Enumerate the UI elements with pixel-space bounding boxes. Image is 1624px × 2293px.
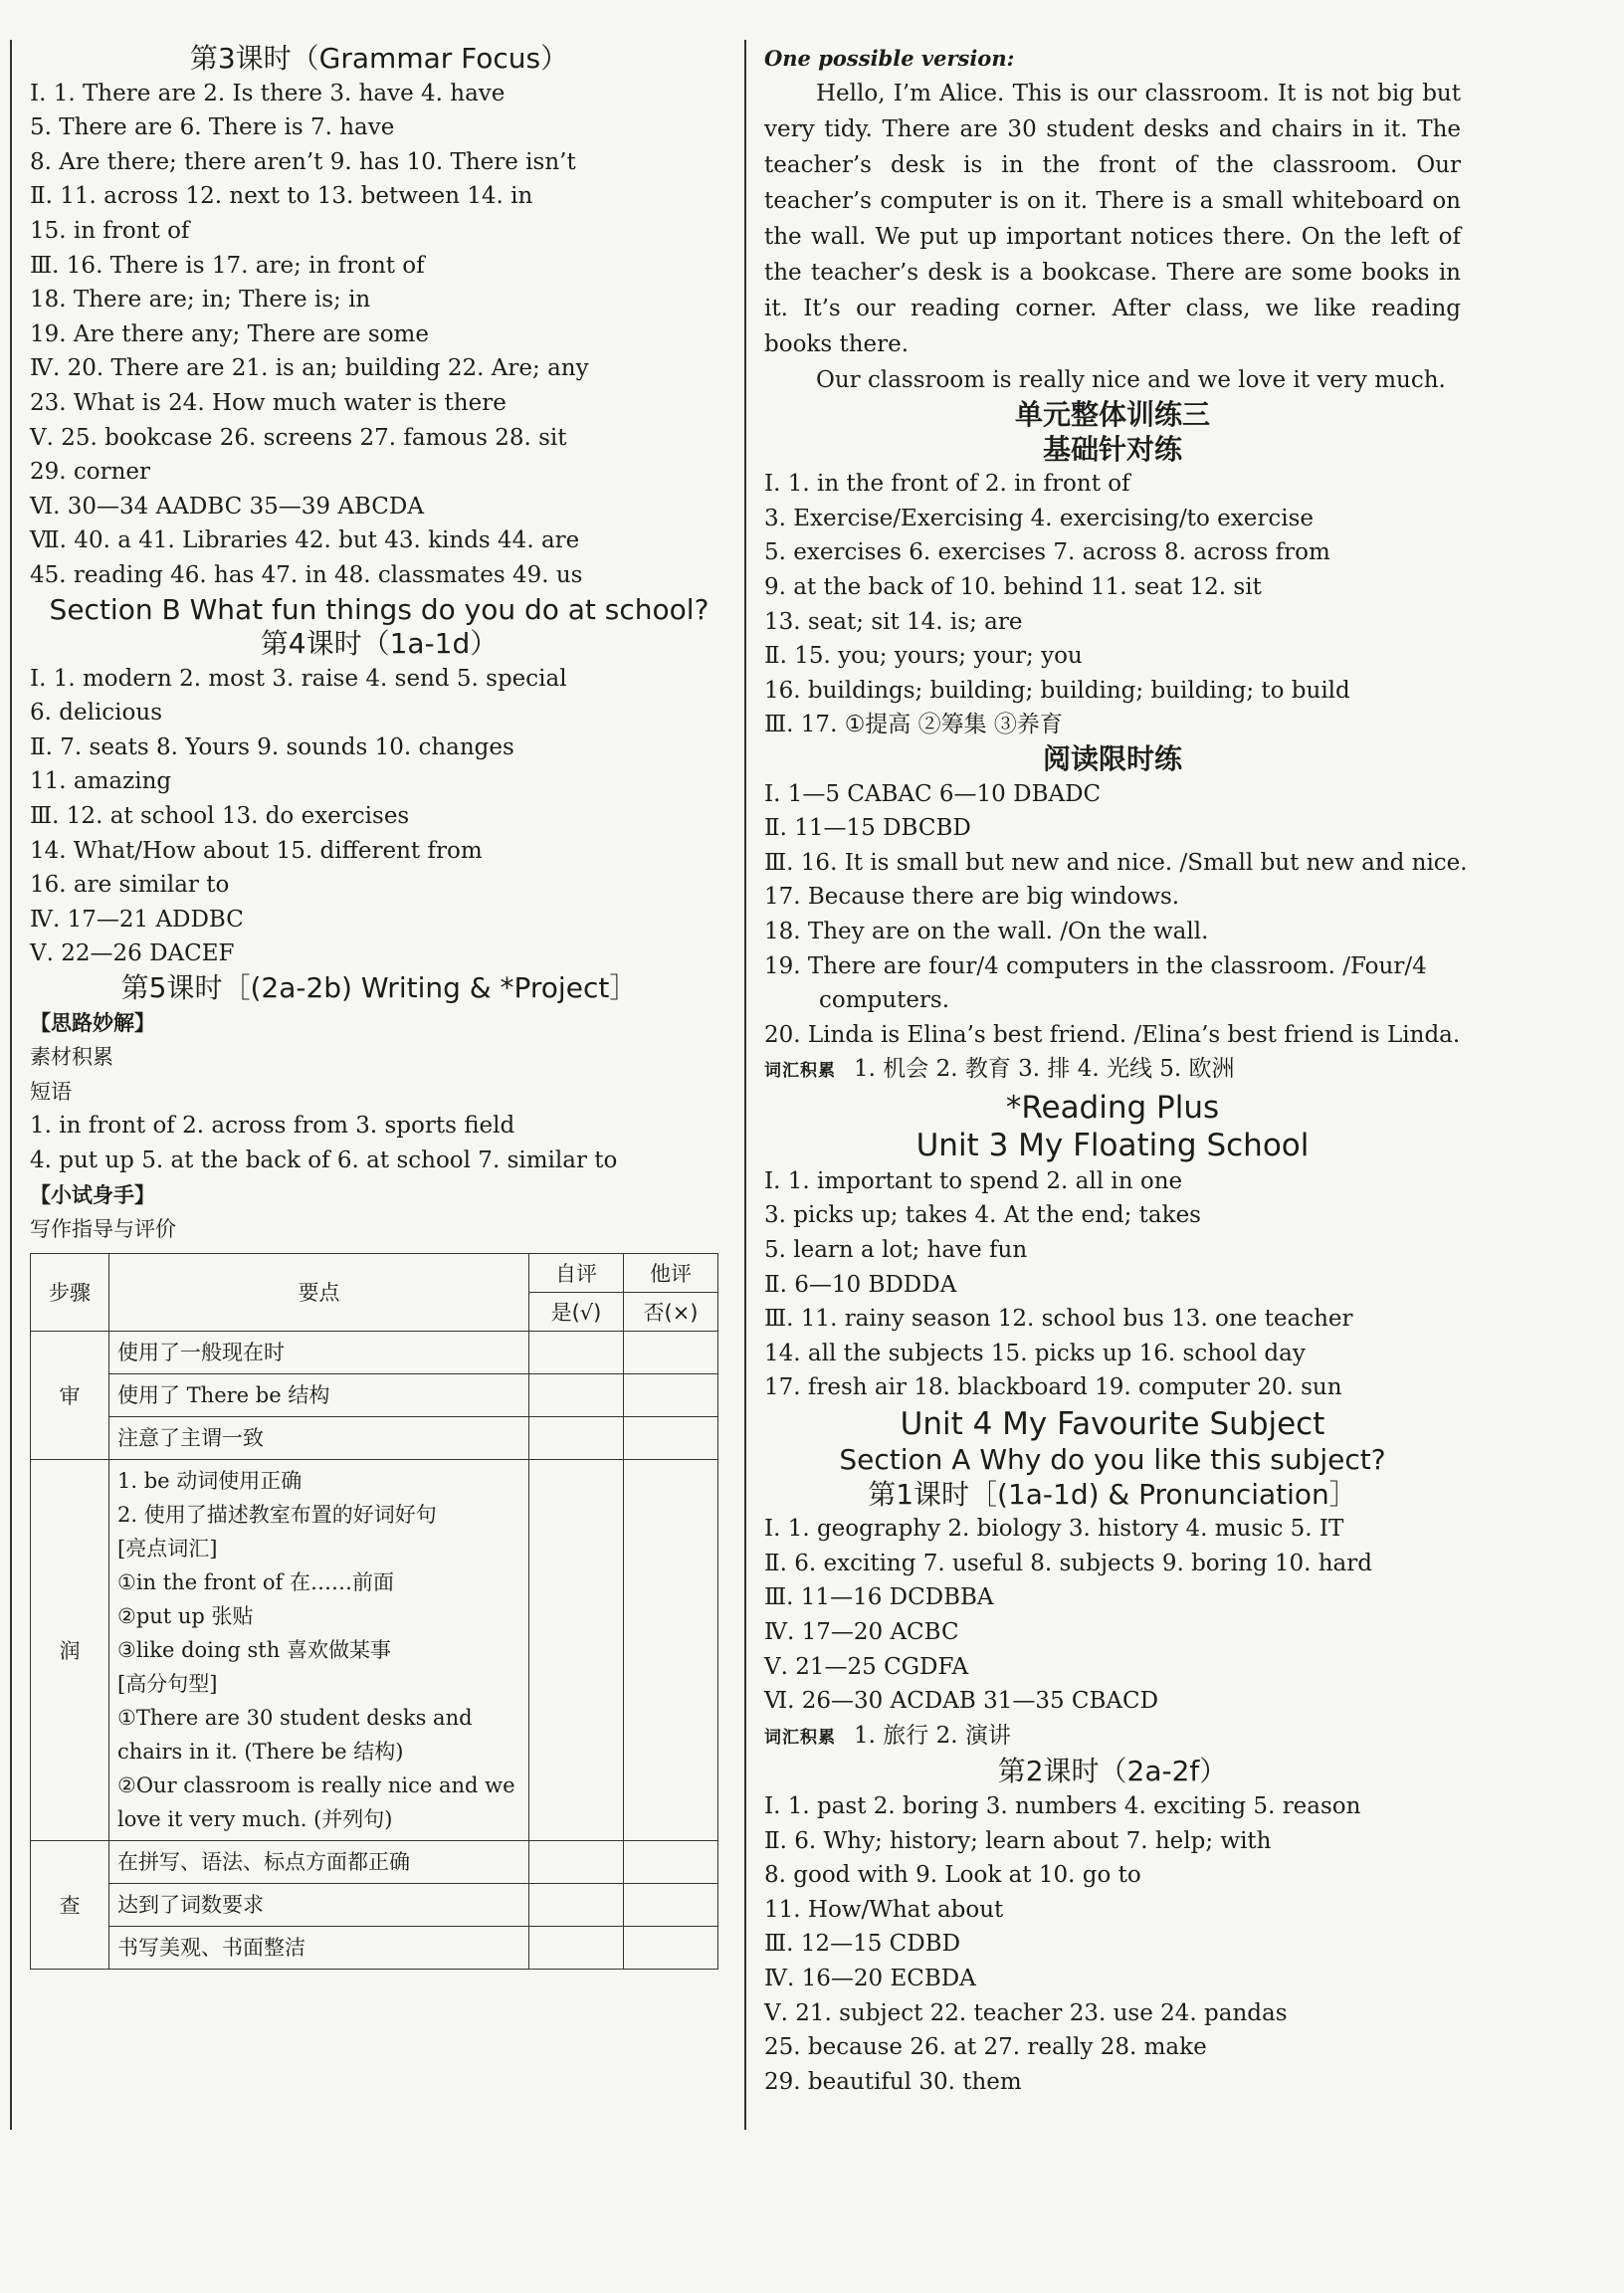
polish-line: [亮点词汇] bbox=[117, 1536, 218, 1561]
timed-reading-title: 阅读限时练 bbox=[1042, 741, 1182, 775]
polish-line: ③like doing sth 喜欢做某事 bbox=[117, 1637, 391, 1662]
answer-line: Ⅰ. 1—5 CABAC 6—10 DBADC bbox=[764, 780, 1102, 807]
answer-line: Ⅲ. 12—15 CDBD bbox=[764, 1931, 961, 1958]
answer-line: Ⅴ. 25. bookcase 26. screens 27. famous 28. sit bbox=[30, 424, 567, 451]
unit-training-title: 单元整体训练三 bbox=[1014, 398, 1210, 431]
answer-line: Ⅴ. 21—25 CGDFA bbox=[764, 1653, 969, 1680]
answer-line: 5. There are 6. There is 7. have bbox=[30, 114, 395, 141]
check-point: 在拼写、语法、标点方面都正确 bbox=[109, 1840, 529, 1883]
answer-line: 17. fresh air 18. blackboard 19. computer 20. sun bbox=[764, 1374, 1342, 1401]
section-b-title: Section B What fun things do you do at school? bbox=[49, 592, 710, 626]
answer-line: 14. all the subjects 15. picks up 16. school day bbox=[764, 1340, 1306, 1366]
self-check-cell[interactable] bbox=[529, 1373, 624, 1416]
answer-line: Ⅵ. 26—30 ACDAB 31—35 CBACD bbox=[764, 1688, 1159, 1715]
lesson4-answers bbox=[30, 662, 728, 971]
writing-evaluation-table bbox=[30, 1253, 718, 1970]
column-divider bbox=[744, 40, 746, 2130]
answer-line: Ⅰ. 1. in the front of 2. in front of bbox=[764, 471, 1130, 498]
polish-line: 1. be 动词使用正确 bbox=[117, 1468, 303, 1493]
lesson5-title: 第5课时［(2a-2b) Writing & *Project］ bbox=[120, 971, 638, 1005]
step-review: 审 bbox=[31, 1331, 109, 1459]
peer-check-cell[interactable] bbox=[624, 1840, 718, 1883]
header-peer: 他评 bbox=[624, 1253, 718, 1292]
unit4-lesson1-answers bbox=[764, 1512, 1461, 1719]
basic-practice-answers bbox=[764, 467, 1461, 742]
material-heading: 素材积累 bbox=[30, 1045, 113, 1070]
answer-line: Ⅲ. 17. ①提高 ②筹集 ③养育 bbox=[764, 712, 1063, 738]
answer-line: 23. What is 24. How much water is there bbox=[30, 389, 507, 416]
phrase-line: 1. in front of 2. across from 3. sports field bbox=[30, 1113, 515, 1140]
polish-line: ②Our classroom is really nice and we love it very much. (并列句) bbox=[117, 1772, 515, 1831]
answer-line: 9. at the back of 10. behind 11. seat 12. sit bbox=[764, 573, 1262, 600]
polish-line: ①in the front of 在……前面 bbox=[117, 1569, 394, 1594]
unit4-lesson2-title: 第2课时（2a-2f） bbox=[997, 1755, 1228, 1788]
sample-essay-closing: Our classroom is really nice and we love it very much. bbox=[816, 367, 1446, 393]
unit4-lesson1-title: 第1课时［(1a-1d) & Pronunciation］ bbox=[868, 1477, 1357, 1511]
vocab-line bbox=[764, 1719, 1461, 1756]
vocab-items: 1. 旅行 2. 演讲 bbox=[854, 1722, 1011, 1749]
answer-line: Ⅱ. 11—15 DBCBD bbox=[764, 815, 971, 842]
answer-line: Ⅰ. 1. important to spend 2. all in one bbox=[764, 1167, 1183, 1194]
lesson3-title: 第3课时（Grammar Focus） bbox=[189, 42, 569, 75]
peer-check-cell[interactable] bbox=[624, 1459, 718, 1840]
practice-heading: 【小试身手】 bbox=[30, 1182, 155, 1207]
answer-line: Ⅵ. 30—34 AADBC 35—39 ABCDA bbox=[30, 493, 424, 520]
unit4-title: Unit 4 My Favourite Subject bbox=[900, 1406, 1325, 1443]
unit3-title: Unit 3 My Floating School bbox=[915, 1127, 1310, 1163]
header-no: 否(×) bbox=[624, 1292, 718, 1331]
lesson3-answers bbox=[30, 77, 728, 593]
guide-heading: 写作指导与评价 bbox=[30, 1217, 176, 1242]
check-point: 使用了一般现在时 bbox=[109, 1331, 529, 1373]
step-polish: 润 bbox=[31, 1459, 109, 1840]
answer-line: 29. corner bbox=[30, 459, 151, 486]
self-check-cell[interactable] bbox=[529, 1416, 624, 1459]
step-check: 查 bbox=[31, 1840, 109, 1969]
header-step: 步骤 bbox=[31, 1253, 109, 1331]
answer-line: Ⅱ. 6. Why; history; learn about 7. help; with bbox=[764, 1827, 1272, 1854]
answer-line: Ⅱ. 15. you; yours; your; you bbox=[764, 643, 1083, 670]
polish-line: [高分句型] bbox=[117, 1671, 218, 1696]
answer-line: Ⅱ. 6. exciting 7. useful 8. subjects 9. boring 10. hard bbox=[764, 1550, 1372, 1576]
reading-plus-title: *Reading Plus bbox=[1005, 1089, 1220, 1126]
answer-line: 5. learn a lot; have fun bbox=[764, 1237, 1028, 1264]
vocab-line bbox=[764, 1052, 1461, 1089]
answer-line: 16. buildings; building; building; building; to build bbox=[764, 677, 1350, 704]
answer-line: 18. There are; in; There is; in bbox=[30, 287, 371, 313]
self-check-cell[interactable] bbox=[529, 1459, 624, 1840]
answer-line: Ⅱ. 6—10 BDDDA bbox=[764, 1271, 957, 1298]
answer-line: Ⅰ. 1. There are 2. Is there 3. have 4. have bbox=[30, 80, 506, 106]
peer-check-cell[interactable] bbox=[624, 1416, 718, 1459]
version-heading: One possible version: bbox=[764, 46, 1015, 71]
answer-line: Ⅲ. 12. at school 13. do exercises bbox=[30, 803, 410, 830]
answer-line: 5. exercises 6. exercises 7. across 8. across from bbox=[764, 539, 1330, 566]
answer-line: Ⅲ. 16. It is small but new and nice. /Small but new and nice. bbox=[764, 849, 1468, 876]
answer-line: 18. They are on the wall. /On the wall. bbox=[764, 918, 1209, 944]
polish-line: 2. 使用了描述教室布置的好词好句 bbox=[117, 1502, 437, 1527]
self-check-cell[interactable] bbox=[529, 1840, 624, 1883]
answer-line: 15. in front of bbox=[30, 217, 190, 244]
answer-line: Ⅲ. 11. rainy season 12. school bus 13. one teacher bbox=[764, 1306, 1353, 1333]
answer-line: Ⅴ. 21. subject 22. teacher 23. use 24. pandas bbox=[764, 1999, 1288, 2026]
reading-plus-answers bbox=[764, 1164, 1461, 1405]
lesson4-title: 第4课时（1a-1d） bbox=[260, 627, 499, 661]
answer-line: 11. amazing bbox=[30, 768, 172, 795]
answer-line: 29. beautiful 30. them bbox=[764, 2068, 1022, 2095]
check-point: 注意了主谓一致 bbox=[109, 1416, 529, 1459]
unit4-section-a-title: Section A Why do you like this subject? bbox=[839, 1443, 1386, 1477]
answer-line: Ⅲ. 11—16 DCDBBA bbox=[764, 1584, 994, 1611]
answer-line: Ⅶ. 40. a 41. Libraries 42. but 43. kinds 44. are bbox=[30, 527, 580, 554]
phrase-line: 4. put up 5. at the back of 6. at school 7. similar to bbox=[30, 1147, 618, 1173]
answer-line: 16. are similar to bbox=[30, 872, 230, 899]
vocab-items: 1. 机会 2. 教育 3. 排 4. 光线 5. 欧洲 bbox=[854, 1056, 1235, 1083]
answer-line: 25. because 26. at 27. really 28. make bbox=[764, 2034, 1207, 2061]
header-yes: 是(√) bbox=[529, 1292, 624, 1331]
sample-essay-paragraph: Hello, I’m Alice. This is our classroom. It is not big but very tidy. There are 30 student desks and chairs in it. The teacher’s desk is in the front of the classroom. Our teacher’s computer is on it. There is a small whiteboard on the wall. We put up important notices there. On the left of the teacher’s desk is a bookcase. There are some books in it. It’s our reading corner. After class, we like reading books there. bbox=[764, 81, 1461, 357]
answer-line: 17. Because there are big windows. bbox=[764, 884, 1180, 911]
answer-line: Ⅴ. 22—26 DACEF bbox=[30, 940, 235, 967]
answer-line: 14. What/How about 15. different from bbox=[30, 837, 483, 864]
answer-line: computers. bbox=[819, 987, 950, 1014]
answer-line: 19. Are there any; There are some bbox=[30, 320, 429, 347]
self-check-cell[interactable] bbox=[529, 1926, 624, 1969]
peer-check-cell[interactable] bbox=[624, 1331, 718, 1373]
answer-line: Ⅲ. 16. There is 17. are; in front of bbox=[30, 252, 425, 279]
check-point: 达到了词数要求 bbox=[109, 1883, 529, 1926]
answer-line: Ⅰ. 1. past 2. boring 3. numbers 4. exciting 5. reason bbox=[764, 1792, 1361, 1819]
answer-line: 3. picks up; takes 4. At the end; takes bbox=[764, 1202, 1201, 1229]
answer-line: 6. delicious bbox=[30, 700, 163, 727]
answer-line: 3. Exercise/Exercising 4. exercising/to exercise bbox=[764, 505, 1314, 531]
vocab-label: 词汇积累 bbox=[764, 1061, 836, 1082]
left-column bbox=[30, 42, 728, 1970]
answer-line: Ⅳ. 20. There are 21. is an; building 22. Are; any bbox=[30, 355, 589, 382]
answer-line: 45. reading 46. has 47. in 48. classmates 49. us bbox=[30, 561, 583, 588]
answer-line: Ⅳ. 17—20 ACBC bbox=[764, 1619, 959, 1645]
answer-line: Ⅱ. 11. across 12. next to 13. between 14. in bbox=[30, 183, 533, 210]
header-self: 自评 bbox=[529, 1253, 624, 1292]
timed-reading-answers bbox=[764, 777, 1468, 1053]
phrases-heading: 短语 bbox=[30, 1079, 72, 1104]
answer-line: 8. Are there; there aren’t 9. has 10. There isn’t bbox=[30, 148, 576, 175]
check-point: 使用了 There be 结构 bbox=[109, 1373, 529, 1416]
answer-line: 8. good with 9. Look at 10. go to bbox=[764, 1862, 1141, 1889]
peer-check-cell[interactable] bbox=[624, 1373, 718, 1416]
vocab-label: 词汇积累 bbox=[764, 1727, 836, 1748]
polish-points bbox=[109, 1459, 529, 1840]
peer-check-cell[interactable] bbox=[624, 1883, 718, 1926]
left-margin-rule bbox=[10, 40, 12, 2130]
answer-line: Ⅰ. 1. geography 2. biology 3. history 4. music 5. IT bbox=[764, 1516, 1344, 1543]
answer-line: 19. There are four/4 computers in the classroom. /Four/4 bbox=[764, 952, 1427, 979]
ideas-heading: 【思路妙解】 bbox=[30, 1010, 155, 1035]
answer-line: 13. seat; sit 14. is; are bbox=[764, 608, 1023, 635]
check-point: 书写美观、书面整洁 bbox=[109, 1926, 529, 1969]
answer-line: Ⅰ. 1. modern 2. most 3. raise 4. send 5. special bbox=[30, 665, 567, 692]
peer-check-cell[interactable] bbox=[624, 1926, 718, 1969]
polish-line: ②put up 张贴 bbox=[117, 1603, 254, 1628]
answer-line: 11. How/What about bbox=[764, 1896, 1004, 1923]
answer-line: 20. Linda is Elina’s best friend. /Elina’s best friend is Linda. bbox=[764, 1021, 1461, 1048]
basic-practice-title: 基础针对练 bbox=[1042, 432, 1182, 466]
answer-line: Ⅳ. 16—20 ECBDA bbox=[764, 1965, 976, 1991]
self-check-cell[interactable] bbox=[529, 1331, 624, 1373]
answer-line: Ⅳ. 17—21 ADDBC bbox=[30, 906, 244, 933]
header-point: 要点 bbox=[109, 1253, 529, 1331]
answer-line: Ⅱ. 7. seats 8. Yours 9. sounds 10. changes bbox=[30, 733, 514, 760]
unit4-lesson2-answers bbox=[764, 1789, 1461, 2099]
self-check-cell[interactable] bbox=[529, 1883, 624, 1926]
polish-line: ①There are 30 student desks and chairs in it. (There be 结构) bbox=[117, 1705, 473, 1764]
right-column bbox=[764, 42, 1468, 2099]
